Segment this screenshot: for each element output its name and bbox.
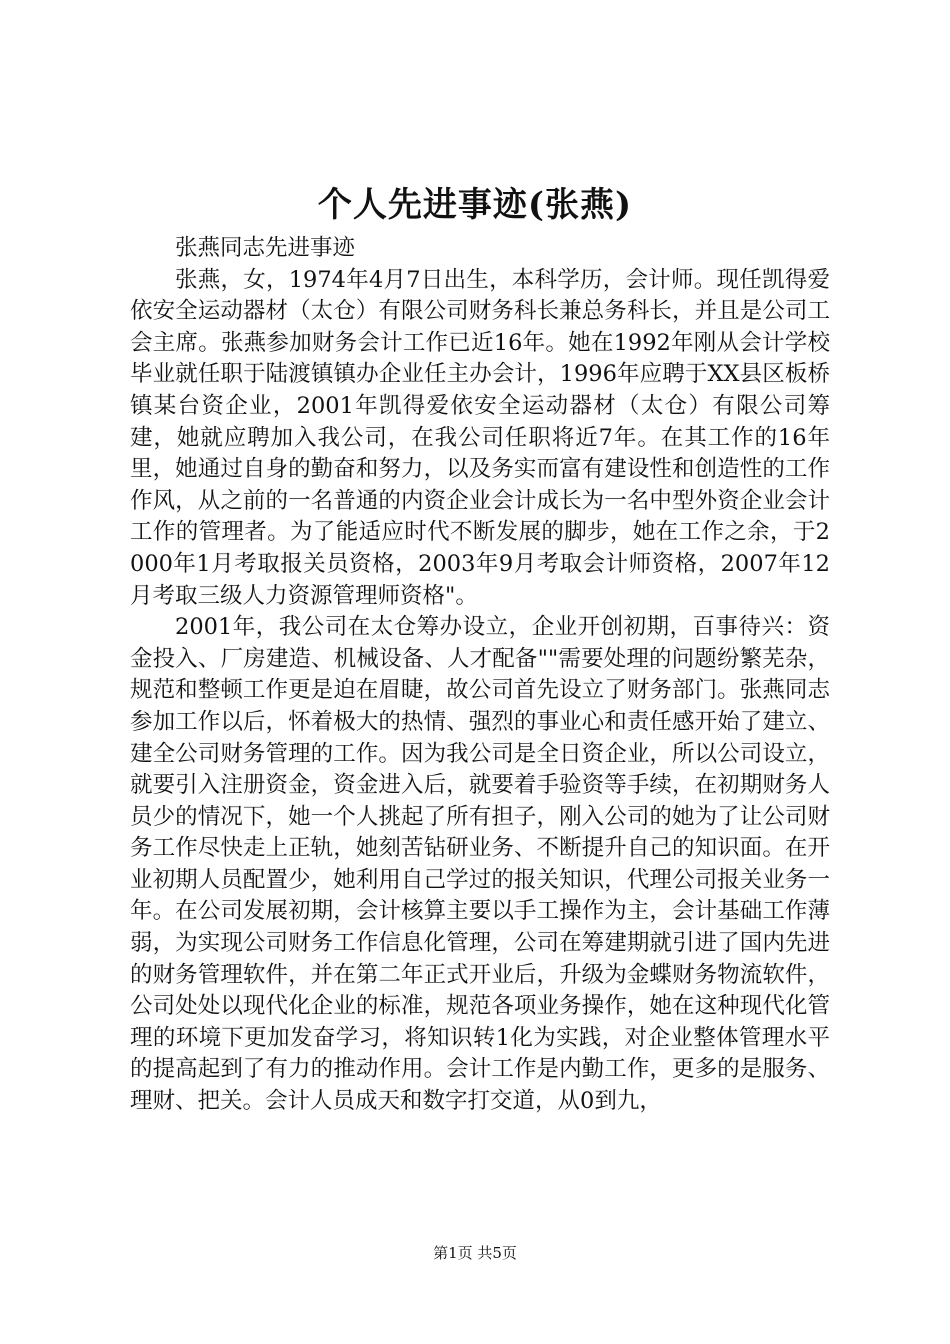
document-title: 个人先进事迹(张燕) (317, 185, 633, 225)
page-footer: 第1页 共5页 (433, 1244, 517, 1262)
paragraph: 2001年，我公司在太仓筹办设立，企业开创初期，百事待兴：资金投入、厂房建造、机械设备、人才配备""需要处理的问题纷繁芜杂，规范和整顿工作更是迫在眉睫，故公司首先设立了财务部门。张燕同志参加工作以后，怀着极大的热情、强烈的事业心和责任感开始了建立、建全公司财务管理的工作。因为我公司是全日资企业，所以公司设立，就要引入注册资金，资金进入后，就要着手验资等手续，在初期财务人员少的情况下，她一个人挑起了所有担子，刚入公司的她为了让公司财务工作尽快走上正轨，她刻苦钻研业务、不断提升自己的知识面。在开业初期人员配置少，她利用自己学过的报关知识，代理公司报关业务一年。在公司发展初期，会计核算主要以手工操作为主，会计基础工作薄弱，为实现公司财务工作信息化管理，公司在筹建期就引进了国内先进的财务管理软件，并在第二年正式开业后，升级为金蝶财务物流软件，公司处处以现代化企业的标准，规范各项业务操作，她在这种现代化管理的环境下更加发奋学习，将知识转1化为实践，对企业整体管理水平的提高起到了有力的推动作用。会计工作是内勤工作，更多的是服务、理财、把关。会计人员成天和数字打交道，从0到九， (130, 614, 830, 1115)
paragraph: 张燕，女，1974年4月7日出生，本科学历，会计师。现任凯得爱依安全运动器材（太仓）有限公司财务科长兼总务科长，并且是公司工会主席。张燕参加财务会计工作已近16年。她在1992年刚从会计学校毕业就任职于陆渡镇镇办企业任主办会计，1996年应聘于XX县区板桥镇某台资企业，2001年凯得爱依安全运动器材（太仓）有限公司筹建，她就应聘加入我公司，在我公司任职将近7年。在其工作的16年里，她通过自身的勤奋和努力，以及务实而富有建设性和创造性的工作作风，从之前的一名普通的内资企业会计成长为一名中型外资企业会计工作的管理者。为了能适应时代不断发展的脚步，她在工作之余，于2000年1月考取报关员资格，2003年9月考取会计师资格，2007年12月考取三级人力资源管理师资格"。 (130, 266, 830, 609)
document-body (130, 233, 830, 1118)
paragraph-heading: 张燕同志先进事迹 (175, 235, 356, 261)
